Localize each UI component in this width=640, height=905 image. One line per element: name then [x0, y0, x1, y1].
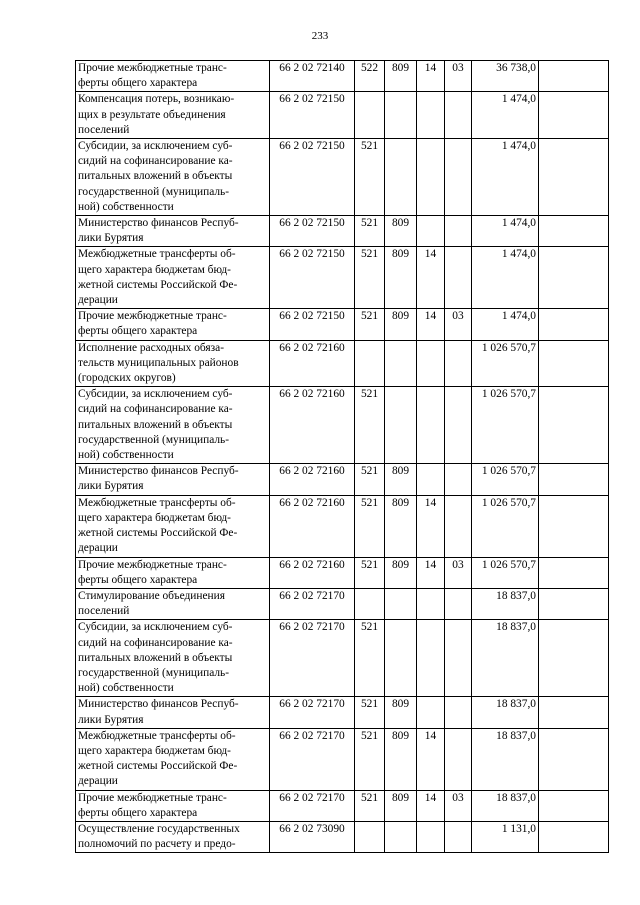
cell-administrator: 809	[385, 697, 417, 728]
cell-empty	[539, 790, 609, 821]
cell-amount: 1 026 570,7	[472, 387, 539, 464]
table-row	[76, 61, 609, 92]
cell-administrator: 809	[385, 495, 417, 557]
cell-subsection	[445, 588, 472, 619]
cell-target-code: 66 2 02 72160	[270, 387, 355, 464]
cell-description: Прочие межбюджетные транс- ферты общего характера	[76, 557, 270, 588]
cell-subsection	[445, 620, 472, 697]
cell-target-code: 66 2 02 72170	[270, 728, 355, 790]
cell-expense-type: 521	[355, 790, 385, 821]
cell-subsection: 03	[445, 557, 472, 588]
cell-section	[417, 387, 445, 464]
cell-target-code: 66 2 02 72150	[270, 216, 355, 247]
cell-amount: 1 474,0	[472, 139, 539, 216]
cell-empty	[539, 697, 609, 728]
page-number: 233	[311, 30, 329, 42]
cell-empty	[539, 92, 609, 139]
cell-subsection: 03	[445, 790, 472, 821]
cell-administrator: 809	[385, 247, 417, 309]
cell-subsection	[445, 247, 472, 309]
cell-section	[417, 92, 445, 139]
cell-subsection	[445, 387, 472, 464]
cell-subsection: 03	[445, 61, 472, 92]
cell-empty	[539, 588, 609, 619]
cell-subsection	[445, 821, 472, 852]
cell-section	[417, 464, 445, 495]
cell-expense-type	[355, 92, 385, 139]
cell-expense-type: 521	[355, 464, 385, 495]
cell-administrator: 809	[385, 728, 417, 790]
table-body	[76, 61, 609, 853]
cell-amount: 36 738,0	[472, 61, 539, 92]
cell-empty	[539, 728, 609, 790]
cell-target-code: 66 2 02 72170	[270, 790, 355, 821]
cell-administrator: 809	[385, 61, 417, 92]
cell-administrator: 809	[385, 309, 417, 340]
table-row	[76, 340, 609, 387]
cell-target-code: 66 2 02 72160	[270, 340, 355, 387]
cell-expense-type	[355, 821, 385, 852]
cell-target-code: 66 2 02 72170	[270, 588, 355, 619]
cell-subsection	[445, 728, 472, 790]
cell-section: 14	[417, 61, 445, 92]
cell-target-code: 66 2 02 72140	[270, 61, 355, 92]
cell-description: Стимулирование объединения поселений	[76, 588, 270, 619]
cell-section	[417, 139, 445, 216]
cell-section: 14	[417, 728, 445, 790]
cell-section: 14	[417, 790, 445, 821]
cell-empty	[539, 620, 609, 697]
cell-expense-type: 521	[355, 309, 385, 340]
cell-subsection	[445, 340, 472, 387]
cell-description: Межбюджетные трансферты об- щего характера бюджетам бюд- жетной системы Российской Фе- дерации	[76, 728, 270, 790]
cell-amount: 1 026 570,7	[472, 557, 539, 588]
cell-target-code: 66 2 02 72160	[270, 495, 355, 557]
table-row	[76, 790, 609, 821]
table-row	[76, 557, 609, 588]
cell-expense-type: 521	[355, 728, 385, 790]
cell-expense-type: 521	[355, 247, 385, 309]
cell-section	[417, 620, 445, 697]
table-row	[76, 464, 609, 495]
cell-administrator	[385, 387, 417, 464]
cell-administrator	[385, 139, 417, 216]
cell-expense-type	[355, 340, 385, 387]
table-row	[76, 620, 609, 697]
cell-empty	[539, 247, 609, 309]
cell-expense-type: 521	[355, 495, 385, 557]
cell-section	[417, 588, 445, 619]
cell-administrator: 809	[385, 464, 417, 495]
cell-section: 14	[417, 247, 445, 309]
table-row	[76, 588, 609, 619]
cell-expense-type: 521	[355, 139, 385, 216]
cell-section	[417, 340, 445, 387]
cell-section	[417, 697, 445, 728]
cell-target-code: 66 2 02 72160	[270, 557, 355, 588]
cell-expense-type: 521	[355, 216, 385, 247]
cell-section: 14	[417, 557, 445, 588]
cell-description: Компенсация потерь, возникаю- щих в результате объединения поселений	[76, 92, 270, 139]
cell-expense-type	[355, 588, 385, 619]
table-row	[76, 495, 609, 557]
cell-subsection	[445, 495, 472, 557]
cell-administrator	[385, 588, 417, 619]
cell-expense-type: 522	[355, 61, 385, 92]
cell-description: Прочие межбюджетные транс- ферты общего характера	[76, 790, 270, 821]
cell-section: 14	[417, 309, 445, 340]
cell-expense-type: 521	[355, 620, 385, 697]
cell-administrator	[385, 92, 417, 139]
cell-description: Прочие межбюджетные транс- ферты общего характера	[76, 309, 270, 340]
cell-target-code: 66 2 02 72150	[270, 309, 355, 340]
cell-description: Межбюджетные трансферты об- щего характера бюджетам бюд- жетной системы Российской Фе- дерации	[76, 495, 270, 557]
cell-administrator	[385, 821, 417, 852]
cell-administrator: 809	[385, 790, 417, 821]
cell-amount: 1 026 570,7	[472, 340, 539, 387]
cell-subsection	[445, 92, 472, 139]
cell-amount: 18 837,0	[472, 790, 539, 821]
table-row	[76, 216, 609, 247]
cell-description: Министерство финансов Респуб- лики Бурятия	[76, 697, 270, 728]
cell-section	[417, 216, 445, 247]
cell-amount: 1 474,0	[472, 92, 539, 139]
cell-expense-type: 521	[355, 697, 385, 728]
cell-description: Субсидии, за исключением суб- сидий на софинансирование ка- питальных вложений в объекты государственной (муниципаль- ной) собственности	[76, 387, 270, 464]
cell-amount: 1 474,0	[472, 216, 539, 247]
cell-target-code: 66 2 02 73090	[270, 821, 355, 852]
cell-expense-type: 521	[355, 387, 385, 464]
cell-administrator	[385, 620, 417, 697]
cell-expense-type: 521	[355, 557, 385, 588]
cell-empty	[539, 464, 609, 495]
cell-description: Министерство финансов Респуб- лики Бурятия	[76, 216, 270, 247]
cell-empty	[539, 340, 609, 387]
cell-empty	[539, 821, 609, 852]
cell-target-code: 66 2 02 72170	[270, 620, 355, 697]
cell-subsection	[445, 139, 472, 216]
cell-description: Исполнение расходных обяза- тельств муниципальных районов (городских округов)	[76, 340, 270, 387]
cell-section	[417, 821, 445, 852]
table-row	[76, 821, 609, 852]
cell-amount: 18 837,0	[472, 728, 539, 790]
cell-section: 14	[417, 495, 445, 557]
cell-administrator: 809	[385, 557, 417, 588]
cell-amount: 18 837,0	[472, 620, 539, 697]
table-row	[76, 697, 609, 728]
cell-target-code: 66 2 02 72150	[270, 139, 355, 216]
cell-target-code: 66 2 02 72160	[270, 464, 355, 495]
cell-amount: 1 131,0	[472, 821, 539, 852]
table-row	[76, 139, 609, 216]
cell-empty	[539, 139, 609, 216]
cell-empty	[539, 61, 609, 92]
table-row	[76, 387, 609, 464]
cell-amount: 1 026 570,7	[472, 464, 539, 495]
table-row	[76, 728, 609, 790]
table-row	[76, 247, 609, 309]
cell-description: Субсидии, за исключением суб- сидий на софинансирование ка- питальных вложений в объекты государственной (муниципаль- ной) собственности	[76, 620, 270, 697]
cell-amount: 18 837,0	[472, 588, 539, 619]
cell-empty	[539, 216, 609, 247]
cell-subsection: 03	[445, 309, 472, 340]
cell-subsection	[445, 216, 472, 247]
cell-description: Субсидии, за исключением суб- сидий на софинансирование ка- питальных вложений в объекты государственной (муниципаль- ной) собственности	[76, 139, 270, 216]
cell-amount: 1 474,0	[472, 247, 539, 309]
cell-administrator: 809	[385, 216, 417, 247]
cell-administrator	[385, 340, 417, 387]
budget-table	[75, 60, 609, 853]
cell-description: Прочие межбюджетные транс- ферты общего характера	[76, 61, 270, 92]
cell-target-code: 66 2 02 72170	[270, 697, 355, 728]
cell-description: Межбюджетные трансферты об- щего характера бюджетам бюд- жетной системы Российской Фе- дерации	[76, 247, 270, 309]
table-row	[76, 92, 609, 139]
cell-amount: 1 026 570,7	[472, 495, 539, 557]
cell-empty	[539, 309, 609, 340]
cell-description: Министерство финансов Респуб- лики Бурятия	[76, 464, 270, 495]
table-row	[76, 309, 609, 340]
cell-description: Осуществление государственных полномочий по расчету и предо-	[76, 821, 270, 852]
cell-empty	[539, 387, 609, 464]
cell-target-code: 66 2 02 72150	[270, 247, 355, 309]
cell-amount: 1 474,0	[472, 309, 539, 340]
cell-empty	[539, 495, 609, 557]
cell-empty	[539, 557, 609, 588]
cell-amount: 18 837,0	[472, 697, 539, 728]
cell-subsection	[445, 697, 472, 728]
cell-target-code: 66 2 02 72150	[270, 92, 355, 139]
cell-subsection	[445, 464, 472, 495]
